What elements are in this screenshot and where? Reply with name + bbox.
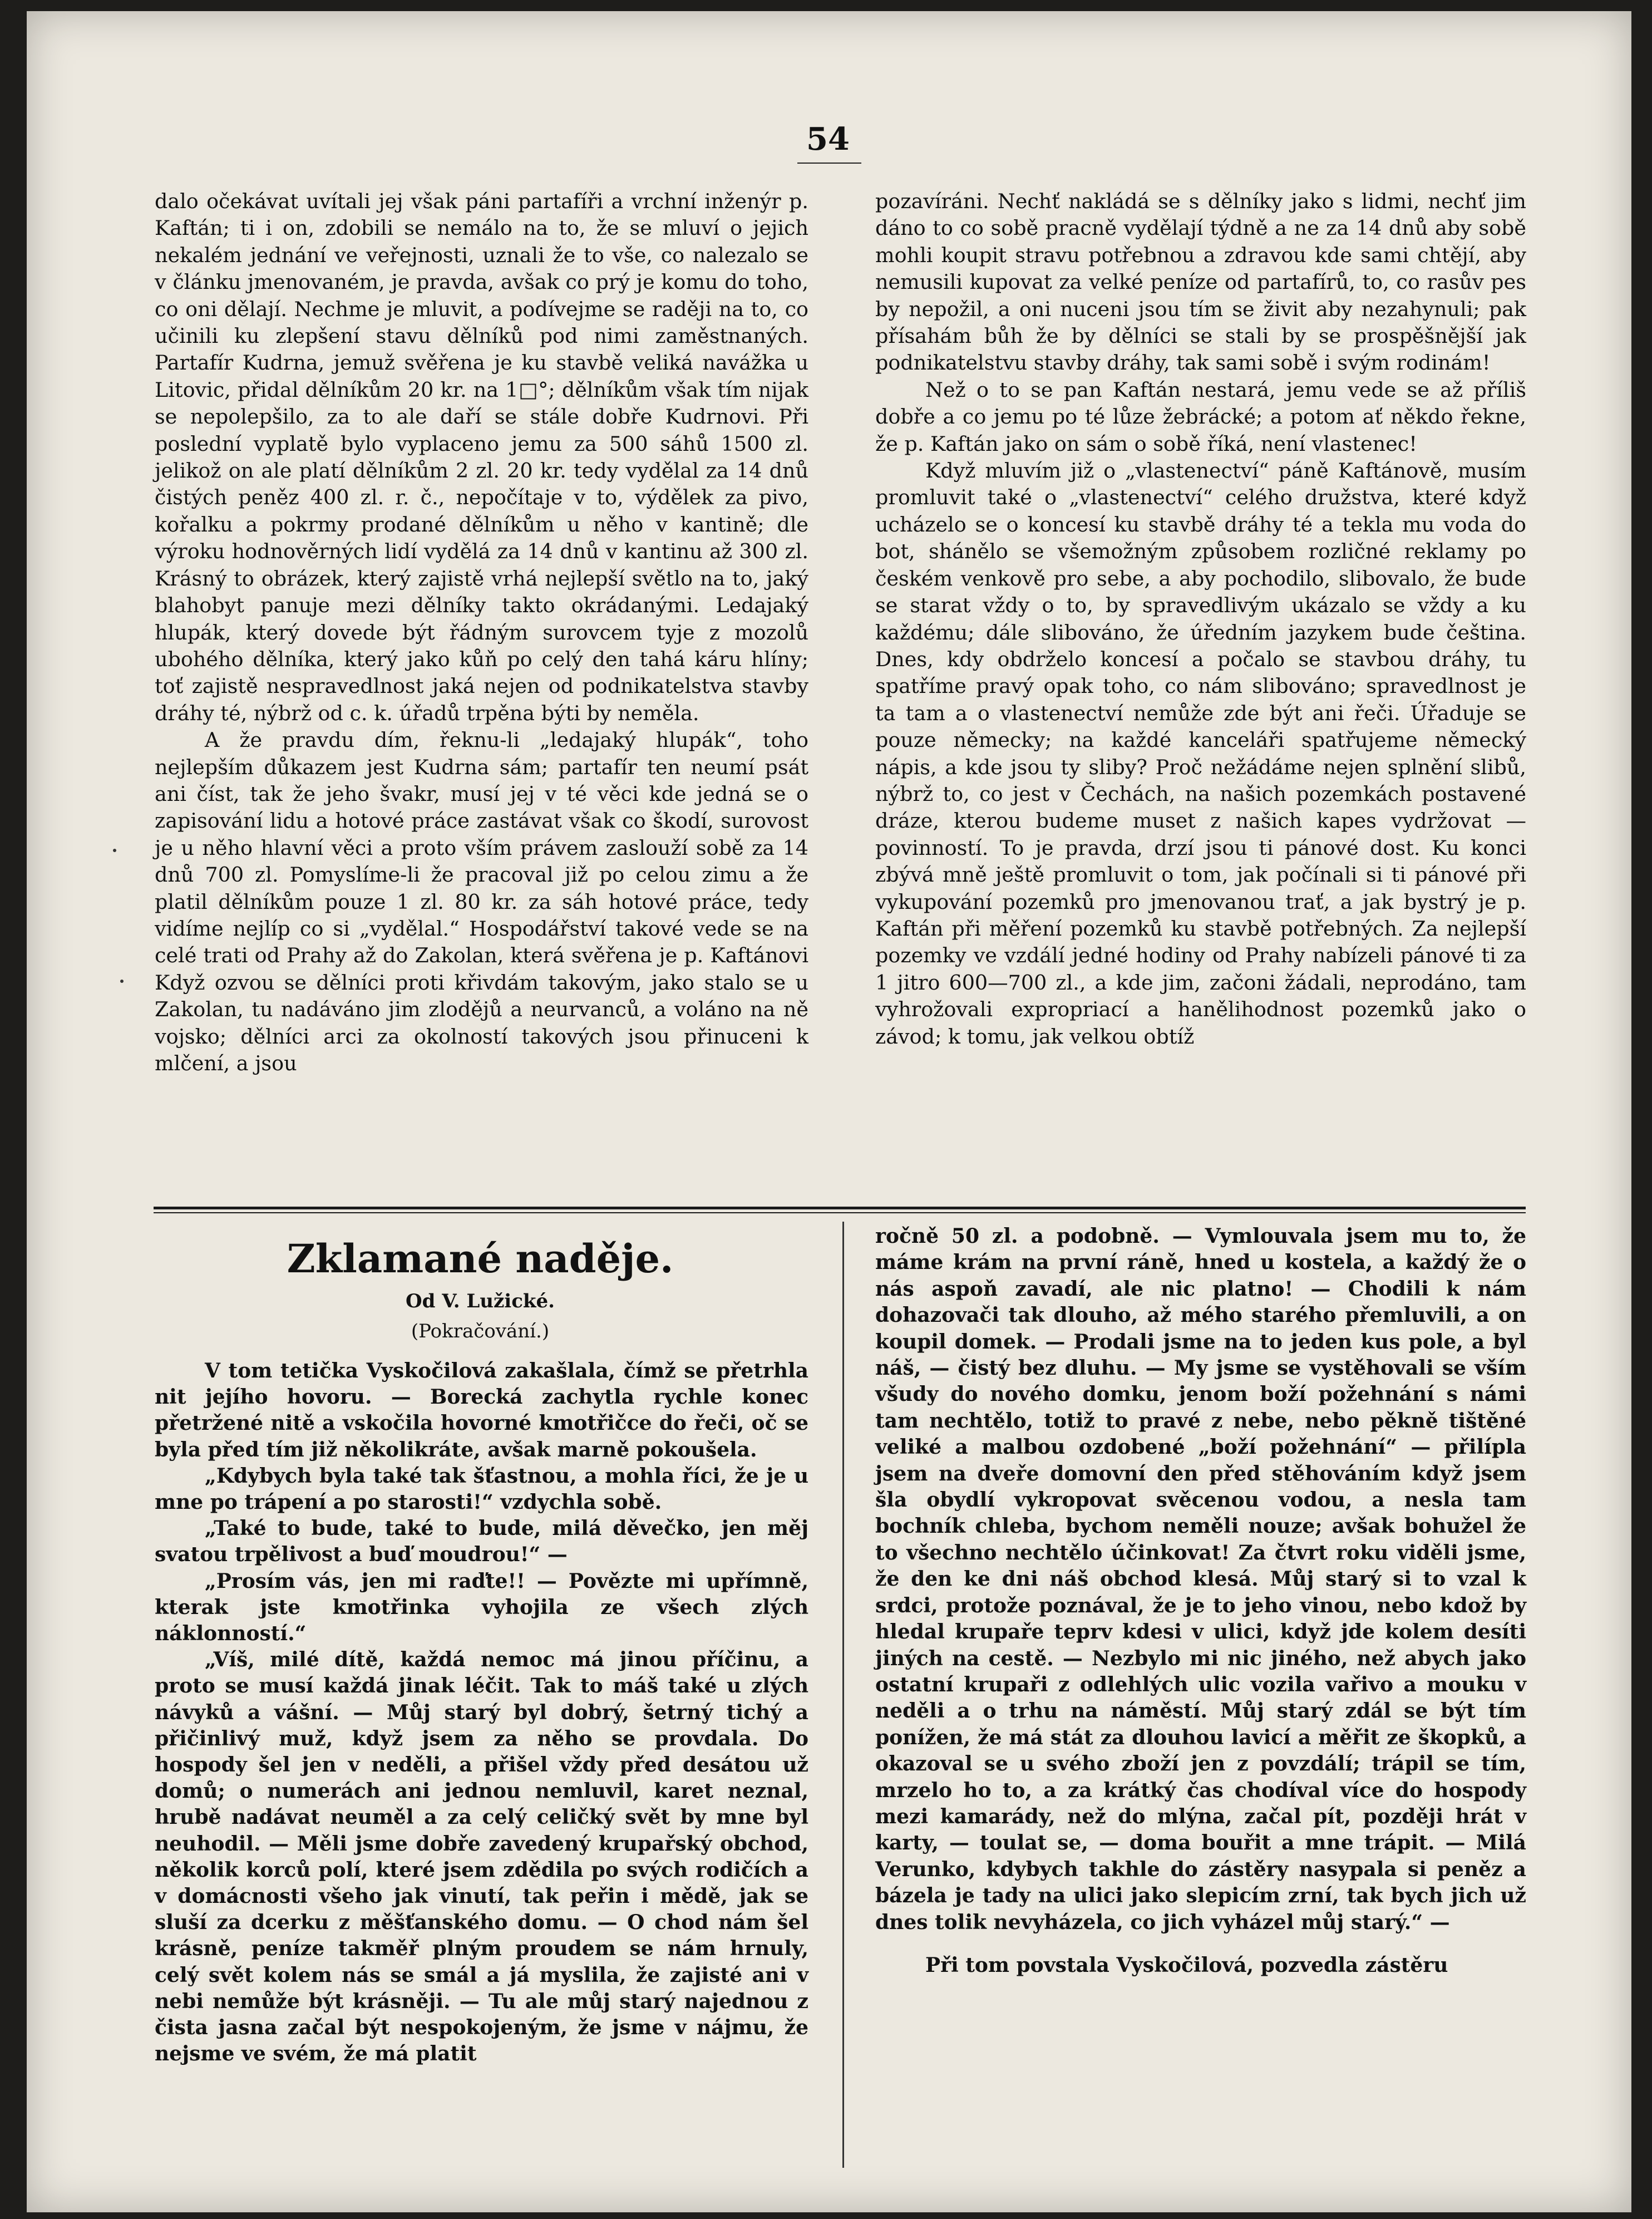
column-divider bbox=[842, 1222, 844, 2168]
story-continued-note: (Pokračování.) bbox=[411, 1320, 550, 1342]
article-paragraph: Než o to se pan Kaftán nestará, jemu vede se až příliš dobře a co jemu po té lůze žebrácké; a potom ať někdo řekne, že p. Kaftán jako on sám o sobě říká, není vlastenec! bbox=[875, 377, 1526, 456]
page-number: 54 bbox=[806, 121, 850, 158]
story-column-left bbox=[155, 1358, 808, 2067]
article-column-right bbox=[875, 188, 1526, 1050]
scan-speck bbox=[120, 980, 124, 983]
story-paragraph: ročně 50 zl. a podobně. — Vymlouvala jsem mu to, že máme krám na první ráně, hned u kostela, a každý že o nás aspoň zavadí, ale nic platno! — Chodili k nám dohazovači tak dlouho, až mého starého přemluvili, a on koupil domek. — Prodali jsme na to jeden kus pole, a byl náš, — čistý bez dluhu. — My jsme se vystěhovali se vším všudy do nového domku, jenom boží požehnání s námi tam nechtělo, totiž to pravé z nebe, nebo pěkně tištěné veliké a malbou ozdobené „boží požehnání“ — přilípla jsem na dveře domovní den před stěhováním když jsem šla obydlí vykropovat svěcenou vodou, a nesla tam bochník chleba, bychom neměli nouze; avšak bohužel že to všechno nechtělo účinkovat! Za čtvrt roku viděli jsme, že den ke dni náš obchod klesá. Můj starý si to vzal k srdci, protože poznával, že je to jeho vinou, nebo kdož by hledal krupaře teprv kdesi v ulici, když jde kolem desíti jiných na cestě. — Nezbylo mi nic jiného, než abych jako ostatní krupaři z odlehlých ulic vozila vařivo a mouku v neděli a o trhu na náměstí. Můj starý zdál se být tím ponížen, že má stát za dlouhou lavicí a měřit ze škopků, a okazoval se u svého zboží jen z povzdálí; trápil se tím, mrzelo ho to, a za krátký čas chodíval více do hospody mezi kamarády, než do mlýna, začal pít, později hrát v karty, — toulat se, — doma bouřit a mne trápit. — Milá Verunko, kdybych takhle do zástěry nasypala si peněz a bázela je tady na ulici jako slepicím zrní, tak bych jich už dnes tolik nevyházela, co jich vyházel můj starý.“ — bbox=[875, 1224, 1526, 1934]
newspaper-page bbox=[27, 11, 1631, 2212]
article-paragraph: Když mluvím již o „vlastenectví“ páně Kaftánově, musím promluvit také o „vlastenectví“ celého družstva, které když ucházelo se o koncesí ku stavbě dráhy té a tekla mu voda do bot, shánělo se všemožným způsobem rozličné reklamy po českém venkově pro sebe, a aby pochodilo, slibovalo, že bude se starat vždy o to, by spravedlivým ukázalo se vždy a ku každému; dále slibováno, že úředním jazykem bude čeština. Dnes, kdy obdrželo koncesí a počalo se stavbou dráhy, tu spatříme pravý opak toho, co nám slibováno; spravedlnost je ta tam a o vlastenectví nemůže zde být ani řeči. Úřaduje se pouze německy; na každé kanceláři spatřujeme německý nápis, a kde jsou ty sliby? Proč nežádáme nejen splnění slibů, nýbrž to, co jest v Čechách, na našich pozemkách postavené dráze, kterou budeme muset z našich kapes vydržovat — povinností. To je pravda, drzí jsou ti pánové dost. Ku konci zbývá mně ještě promluvit o tom, jak počínali si ti pánové při vykupování pozemků pro jmenovanou trať, a jak bystrý je p. Kaftán při měření pozemků ku stavbě potřebných. Za nejlepší pozemky ve vzdálí jedné hodiny od Prahy nabízeli pánové ti za 1 jitro 600—700 zl., a kde jim, začoni žádali, neprodáno, tam vyhrožovali expropriací a hanělihodnost pozemků jako o závod; k tomu, jak velkou obtíž bbox=[875, 459, 1526, 1049]
article-paragraph: pozavíráni. Nechť nakládá se s dělníky jako s lidmi, nechť jim dáno to co sobě pracně vydělají týdně a ne za 14 dnů aby sobě mohli koupit stravu potřebnou a zdravou kde sami chtějí, aby nemusili kupovat za velké peníze od partafírů, to, co rasův pes by nepožil, a oni nuceni jsou tím se živit aby nezahynuli; pak přísahám bůh že by dělníci se stali by se prospěšnější jak podnikatelstvu stavby dráhy, tak sami sobě i svým rodinám! bbox=[875, 189, 1526, 375]
article-column-left bbox=[155, 188, 808, 1077]
story-paragraph: „Víš, milé dítě, každá nemoc má jinou příčinu, a proto se musí každá jinak léčit. Tak to máš také u zlých návyků a vášní. — Můj starý byl dobrý, šetrný tichý a přičinlivý muž, když jsem za něho se provdala. Do hospody šel jen v neděli, a přišel vždy před desátou už domů; o numerách ani jednou nemluvil, karet neznal, hrubě nadávat neuměl a za celý celičký svět by mne byl neuhodil. — Měli jsme dobře zavedený krupařský obchod, několik korců polí, které jsem zdědila po svých rodičích a v domácnosti všeho jak vinutí, tak peřin i mědě, jak se sluší za dcerku z měšťanského domu. — O chod nám šel krásně, peníze takměř plným proudem se nám hrnuly, celý svět kolem nás se smál a já myslila, že zajisté ani v nebi nemůže být krásněji. — Tu ale můj starý najednou z čista jasna začal být nespokojeným, že jsme v nájmu, že nejsme ve svém, že má platit bbox=[155, 1648, 808, 2066]
article-paragraph: A že pravdu dím, řeknu-li „ledajaký hlupák“, toho nejlepším důkazem jest Kudrna sám; partafír ten neumí psát ani číst, tak že jeho švakr, musí jej v té věci kde jedná se o zapisování lidu a hotové práce zastávat však co škodí, surovost je u něho hlavní věci a proto vším právem zaslouží sobě za 14 dnů 700 zl. Pomyslíme-li že pracoval již po celou zimu a že platil dělníkům pouze 1 zl. 80 kr. za sáh hotové práce, tedy vidíme nejlíp co si „vydělal.“ Hospodářství takové vede se na celé trati od Prahy až do Zakolan, která svěřena je p. Kaftánovi Když ozvou se dělníci proti křivdám takovým, jako stalo se u Zakolan, tu nadáváno jim zlodějů a neurvanců, a voláno na ně vojsko; dělníci arci za okolností takových jsou přinuceni k mlčení, a jsou bbox=[155, 728, 808, 1075]
article-paragraph: dalo očekávat uvítali jej však páni partafíři a vrchní inženýr p. Kaftán; ti i on, zdobili se nemálo na to, že se mluví o jejich nekalém jednání ve veřejnosti, uznali že to vše, co nalezalo se v článku jmenovaném, je pravda, avšak co prý je komu do toho, co oni dělají. Nechme je mluvit, a podívejme se raději na to, co učinili ku zlepšení stavu dělníků pod nimi zaměstnaných. Partafír Kudrna, jemuž svěřena je ku stavbě veliká navážka u Litovic, přidal dělníkům 20 kr. na 1□°; dělníkům však tím nijak se nepolepšilo, za to ale daří se stále dobře Kudrnovi. Při poslední vyplatě bylo vyplaceno jemu za 500 sáhů 1500 zl. jelikož on ale platí dělníkům 2 zl. 20 kr. tedy vydělal za 14 dnů čistých peněz 400 zl. r. č., nepočítaje v to, výdělek za pivo, kořalku a pokrmy prodané dělníkům u něho v kantině; dle výroku hodnověrných lidí vydělá za 14 dnů v kantinu až 300 zl. Krásný to obrázek, který zajistě vrhá nejlepší světlo na to, jaký blahobyt panuje mezi dělníky takto okrádanými. Ledajaký hlupák, který dovede být řádným surovcem tyje z mozolů ubohého dělníka, který jako kůň po celý den tahá káru hlíny; toť zajistě nespravedlnost jaká nejen od podnikatelstva stavby dráhy té, nýbrž od c. k. úřadů trpěna býti by neměla. bbox=[155, 189, 808, 725]
story-column-right bbox=[875, 1223, 1526, 1979]
section-divider-thin bbox=[154, 1212, 1526, 1213]
story-paragraph: „Kdybych byla také tak šťastnou, a mohla říci, že je u mne po trápení a po starosti!“ vzdychla sobě. bbox=[155, 1464, 808, 1514]
story-author: Od V. Lužické. bbox=[406, 1290, 555, 1312]
section-divider bbox=[154, 1207, 1526, 1209]
scan-speck bbox=[113, 849, 116, 852]
story-paragraph: V tom tetička Vyskočilová zakašlala, čímž se přetrhla nit jejího hovoru. — Borecká zachytla rychle konec přetržené nitě a vskočila hovorné kmotřičce do řeči, oč se byla před tím již několikráte, avšak marně pokoušela. bbox=[155, 1359, 808, 1462]
story-paragraph: „Prosím vás, jen mi raďte!! — Povězte mi upřímně, kterak jste kmotřinka vyhojila ze všech zlých náklonností.“ bbox=[155, 1569, 808, 1646]
story-title: Zklamané naděje. bbox=[287, 1236, 674, 1282]
page-number-underline bbox=[797, 163, 861, 164]
story-paragraph: „Také to bude, také to bude, milá děvečko, jen měj svatou trpělivost a buď moudrou!“ — bbox=[155, 1517, 808, 1567]
story-paragraph: Při tom povstala Vyskočilová, pozvedla zástěru bbox=[925, 1953, 1448, 1977]
